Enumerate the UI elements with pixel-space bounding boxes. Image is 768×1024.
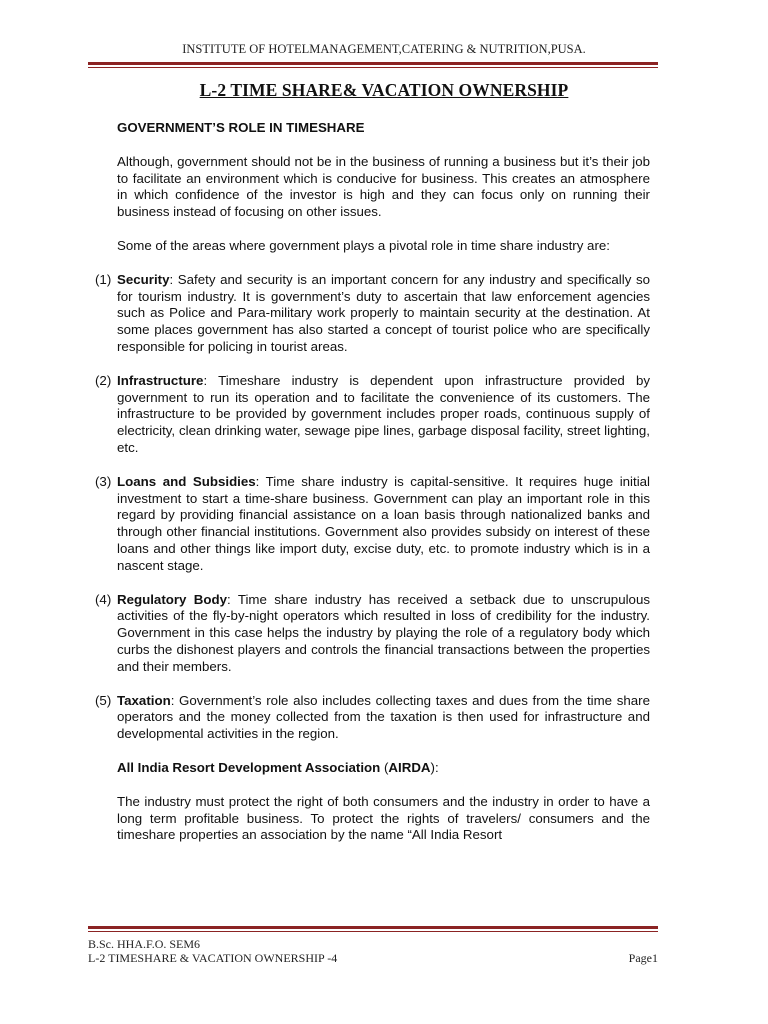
list-item-text: : Safety and security is an important concern for any industry and specifically so for tourism industry. It is government’s duty to ascertain that law enforcement agencies such as Police and Para-military work properly to maintain security at the destination. At some places government has also started a concept of tourist police who are specifically responsible for policing in tourist areas. xyxy=(117,271,650,354)
airda-heading-name: All India Resort Development Association xyxy=(117,759,381,775)
list-item-regulatory-body xyxy=(95,591,650,676)
airda-paren-open: ( xyxy=(380,759,389,775)
list-item-loans-subsidies xyxy=(95,473,650,575)
list-item-label: Regulatory Body xyxy=(117,591,228,607)
page-header xyxy=(0,42,768,57)
document-title: L-2 TIME SHARE& VACATION OWNERSHIP xyxy=(199,80,569,100)
section-heading-airda xyxy=(117,760,650,777)
list-item-text: : Time share industry is capital-sensitive. It requires huge initial investment to start a time-share business. Government can play an important role in this regard by providing financial assistance on a loan basis through nationalized banks and through other financial institutions. Government also provides subsidy on interest of these loans and other things like import duty, excise duty, etc. to promote industry which is in a nascent stage. xyxy=(117,473,650,573)
list-number: (4) xyxy=(95,591,112,607)
list-item-label: Infrastructure xyxy=(117,372,204,388)
footer-course-text: B.Sc. HHA.F.O. SEM6 xyxy=(88,937,201,951)
intro-paragraph: Although, government should not be in the business of running a business but it’s their job to facilitate an environment which is conducive for business. This creates an atmosphere in which confidence of the investor is high and they can focus only on running their business instead of focusing on other issues. xyxy=(117,153,650,220)
government-role-list xyxy=(95,271,650,743)
list-item-label: Taxation xyxy=(117,692,171,708)
airda-paragraph: The industry must protect the right of both consumers and the industry in order to have a long term profitable business. To protect the rights of travelers/ consumers and the timeshare properties an association by the name “All India Resort xyxy=(117,793,650,843)
list-item-text: : Time share industry has received a setback due to unscrupulous activities of the fly-by-night operators which resulted in loss of credibility for the industry. Government in this case helps the industry by playing the role of a regulatory body which curbs the dishonest players and controls the financial transactions between the properties and their members. xyxy=(117,591,650,674)
list-item-text: : Timeshare industry is dependent upon infrastructure provided by government to run its operation and to facilitate the convenience of its customers. The infrastructure to be provided by government includes proper roads, continuous supply of electricity, clean drinking water, sewage pipe lines, garbage disposal facility, street lighting, etc. xyxy=(117,372,650,455)
list-item-label: Loans and Subsidies xyxy=(117,473,256,489)
list-number: (1) xyxy=(95,271,112,287)
footer-course xyxy=(88,937,658,952)
list-number: (2) xyxy=(95,372,112,388)
footer-chapter xyxy=(88,951,658,966)
header-rule xyxy=(88,62,658,68)
list-number: (3) xyxy=(95,473,112,489)
document-body xyxy=(95,120,650,844)
section-heading-government-role: GOVERNMENT’S ROLE IN TIMESHARE xyxy=(117,120,365,135)
list-item-security xyxy=(95,271,650,356)
footer-rule xyxy=(88,926,658,932)
list-number: (5) xyxy=(95,692,112,708)
list-item-taxation xyxy=(95,692,650,743)
list-item-infrastructure xyxy=(95,372,650,457)
institute-name: INSTITUTE OF HOTELMANAGEMENT,CATERING & NUTRITION,PUSA. xyxy=(182,42,586,56)
areas-intro-paragraph: Some of the areas where government plays a pivotal role in time share industry are: xyxy=(117,237,610,253)
airda-paren-close: ): xyxy=(430,759,439,775)
airda-abbreviation: AIRDA xyxy=(388,759,431,775)
page-number: Page1 xyxy=(628,951,658,965)
footer-chapter-text: L-2 TIMESHARE & VACATION OWNERSHIP -4 xyxy=(88,951,338,965)
list-item-label: Security xyxy=(117,271,170,287)
list-item-text: : Government’s role also includes collecting taxes and dues from the time share operators and the money collected from the taxation is then used for infrastructure and developmental activities in the region. xyxy=(117,692,650,742)
